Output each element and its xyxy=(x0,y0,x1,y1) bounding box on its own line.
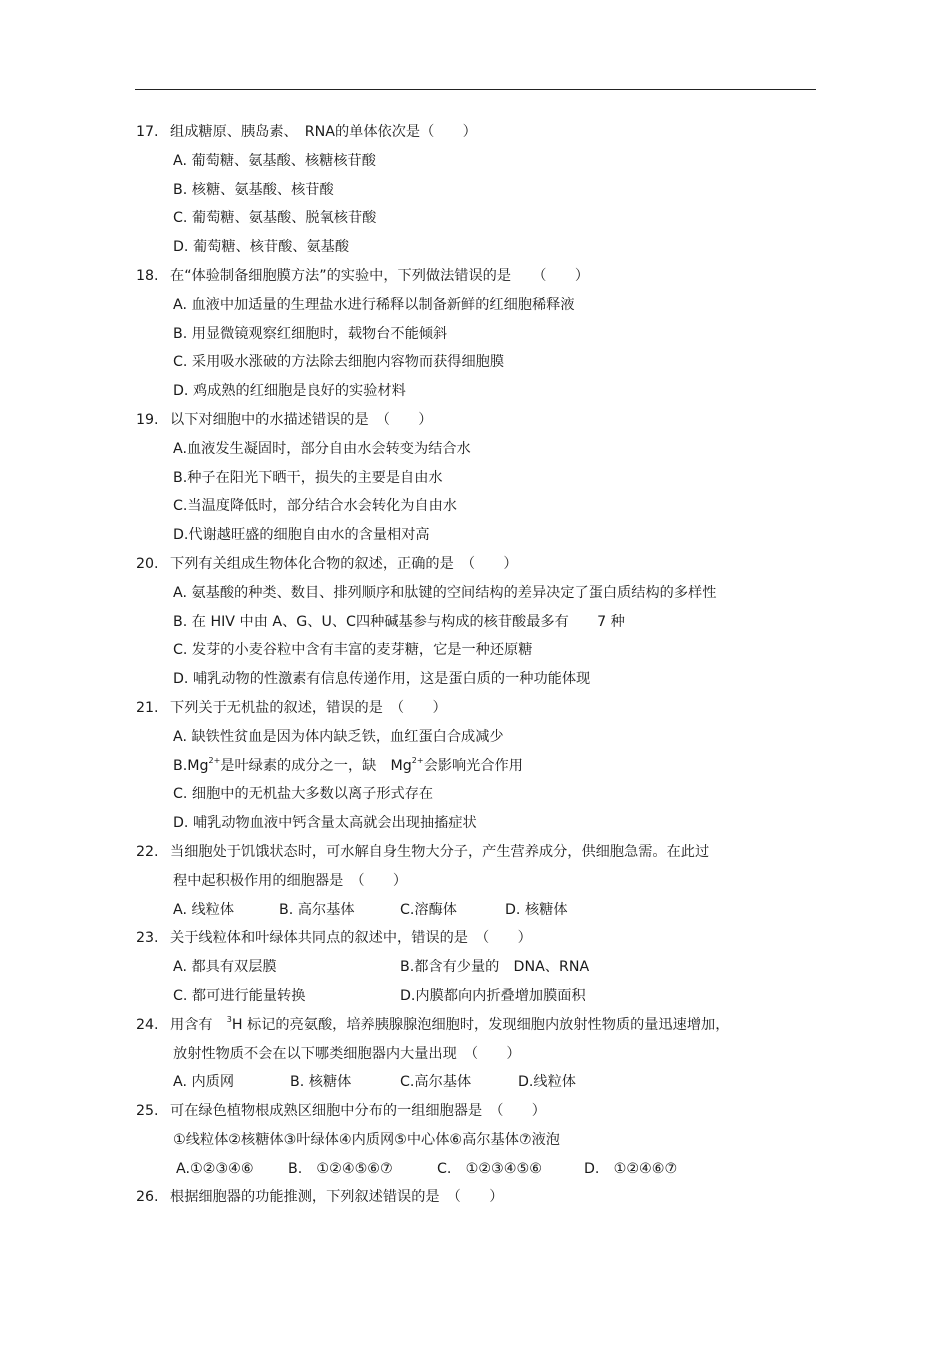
option-a: A.血液发生凝固时，部分自由水会转变为结合水 xyxy=(173,440,471,457)
question-number: 23. xyxy=(136,930,159,947)
option-d: D. 核糖体 xyxy=(505,901,568,918)
option-c: C. 葡萄糖、氨基酸、脱氧核苷酸 xyxy=(173,210,377,227)
question-18 xyxy=(0,262,950,291)
option-a: A. 内质网 xyxy=(173,1074,235,1091)
option-a: A. 缺铁性贫血是因为体内缺乏铁，血红蛋白合成减少 xyxy=(173,728,504,745)
question-stem-continued: 程中起积极作用的细胞器是 （ ） xyxy=(173,872,408,889)
option-d: D. 哺乳动物血液中钙含量太高就会出现抽搐症状 xyxy=(173,815,477,832)
option-d: D. 哺乳动物的性激素有信息传递作用，这是蛋白质的一种功能体现 xyxy=(173,671,591,688)
question-21 xyxy=(0,694,950,723)
question-stem: 根据细胞器的功能推测，下列叙述错误的是 （ ） xyxy=(170,1189,504,1206)
option-c: C.当温度降低时，部分结合水会转化为自由水 xyxy=(173,498,457,515)
question-17 xyxy=(0,118,950,147)
question-number: 18. xyxy=(136,267,159,284)
question-number: 20. xyxy=(136,555,159,572)
option-b: B.都含有少量的 DNA、RNA xyxy=(400,959,590,976)
option-b: B. 核糖、氨基酸、核苷酸 xyxy=(173,181,334,198)
header-rule xyxy=(135,89,816,90)
option-b: $B.Mg^{2+}$是叶绿素的成分之一，缺 $Mg^{2+}$会影响光合作用 xyxy=(173,755,523,774)
question-list xyxy=(0,118,950,1212)
options-row xyxy=(0,953,950,982)
question-number: 26. xyxy=(136,1189,159,1206)
question-number: 21. xyxy=(136,699,159,716)
question-25 xyxy=(0,1097,950,1126)
question-stem: 在“体验制备细胞膜方法”的实验中，下列做法错误的是 （ ） xyxy=(170,267,590,284)
option-a: A. 都具有双层膜 xyxy=(173,959,277,976)
options-row xyxy=(0,1068,950,1097)
question-stem: 用含有 $^3$H 标记的亮氨酸，培养胰腺腺泡细胞时，发现细胞内放射性物质的量迅速增加， xyxy=(170,1014,730,1033)
option-c: C.高尔基体 xyxy=(400,1074,472,1091)
option-c: C. 采用吸水涨破的方法除去细胞内容物而获得细胞膜 xyxy=(173,354,505,371)
options-row xyxy=(0,1155,950,1184)
options-row xyxy=(0,896,950,925)
question-19 xyxy=(0,406,950,435)
option-d: D. 鸡成熟的红细胞是良好的实验材料 xyxy=(173,383,406,400)
question-number: 22. xyxy=(136,843,159,860)
question-stem: 下列有关组成生物体化合物的叙述，正确的是 （ ） xyxy=(170,555,518,572)
question-stem: 可在绿色植物根成熟区细胞中分布的一组细胞器是 （ ） xyxy=(170,1103,546,1120)
option-c: C. 都可进行能量转换 xyxy=(173,987,306,1004)
organelle-list: ①线粒体②核糖体③叶绿体④内质网⑤中心体⑥高尔基体⑦液泡 xyxy=(173,1131,560,1148)
question-20 xyxy=(0,550,950,579)
option-b: B. ①②④⑤⑥⑦ xyxy=(288,1160,393,1177)
option-c: C. 细胞中的无机盐大多数以离子形式存在 xyxy=(173,786,434,803)
option-a: A. 线粒体 xyxy=(173,901,235,918)
option-c: C. ①②③④⑤⑥ xyxy=(437,1160,542,1177)
option-a: A. 血液中加适量的生理盐水进行稀释以制备新鲜的红细胞稀释液 xyxy=(173,296,575,313)
option-d: D. ①②④⑥⑦ xyxy=(584,1160,678,1177)
option-b: B. 高尔基体 xyxy=(279,901,355,918)
question-stem: 以下对细胞中的水描述错误的是 （ ） xyxy=(170,411,433,428)
option-d: D.内膜都向内折叠增加膜面积 xyxy=(400,987,586,1004)
option-a: A. 氨基酸的种类、数目、排列顺序和肽键的空间结构的差异决定了蛋白质结构的多样性 xyxy=(173,584,717,601)
question-number: 25. xyxy=(136,1103,159,1120)
option-b: B.种子在阳光下晒干，损失的主要是自由水 xyxy=(173,469,443,486)
question-number: 17. xyxy=(136,124,159,140)
question-22 xyxy=(0,838,950,867)
option-a: A. 葡萄糖、氨基酸、核糖核苷酸 xyxy=(173,152,376,169)
option-b: B. 用显微镜观察红细胞时，载物台不能倾斜 xyxy=(173,325,448,342)
question-24 xyxy=(0,1011,950,1040)
option-d: D.代谢越旺盛的细胞自由水的含量相对高 xyxy=(173,527,430,544)
option-d: D.线粒体 xyxy=(518,1074,576,1091)
question-23 xyxy=(0,924,950,953)
question-stem: 组成糖原、胰岛素、 RNA的单体依次是（ ） xyxy=(170,124,477,140)
option-b: B. 核糖体 xyxy=(290,1074,352,1091)
question-stem-continued: 放射性物质不会在以下哪类细胞器内大量出现 （ ） xyxy=(173,1045,521,1062)
question-26 xyxy=(0,1183,950,1212)
option-b: B. 在 HIV 中由 A、G、U、C四种碱基参与构成的核苷酸最多有 7 种 xyxy=(173,613,625,630)
question-stem: 下列关于无机盐的叙述，错误的是 （ ） xyxy=(170,699,447,716)
question-stem: 关于线粒体和叶绿体共同点的叙述中，错误的是 （ ） xyxy=(170,930,532,947)
option-c: C. 发芽的小麦谷粒中含有丰富的麦芽糖，它是一种还原糖 xyxy=(173,642,533,659)
question-number: 19. xyxy=(136,411,159,428)
options-row xyxy=(0,982,950,1011)
option-c: C.溶酶体 xyxy=(400,901,457,918)
question-stem: 当细胞处于饥饿状态时，可水解自身生物大分子，产生营养成分，供细胞急需。在此过 xyxy=(170,843,710,860)
option-a: A.①②③④⑥ xyxy=(176,1160,254,1177)
option-d: D. 葡萄糖、核苷酸、氨基酸 xyxy=(173,239,350,256)
question-number: 24. xyxy=(136,1016,159,1033)
